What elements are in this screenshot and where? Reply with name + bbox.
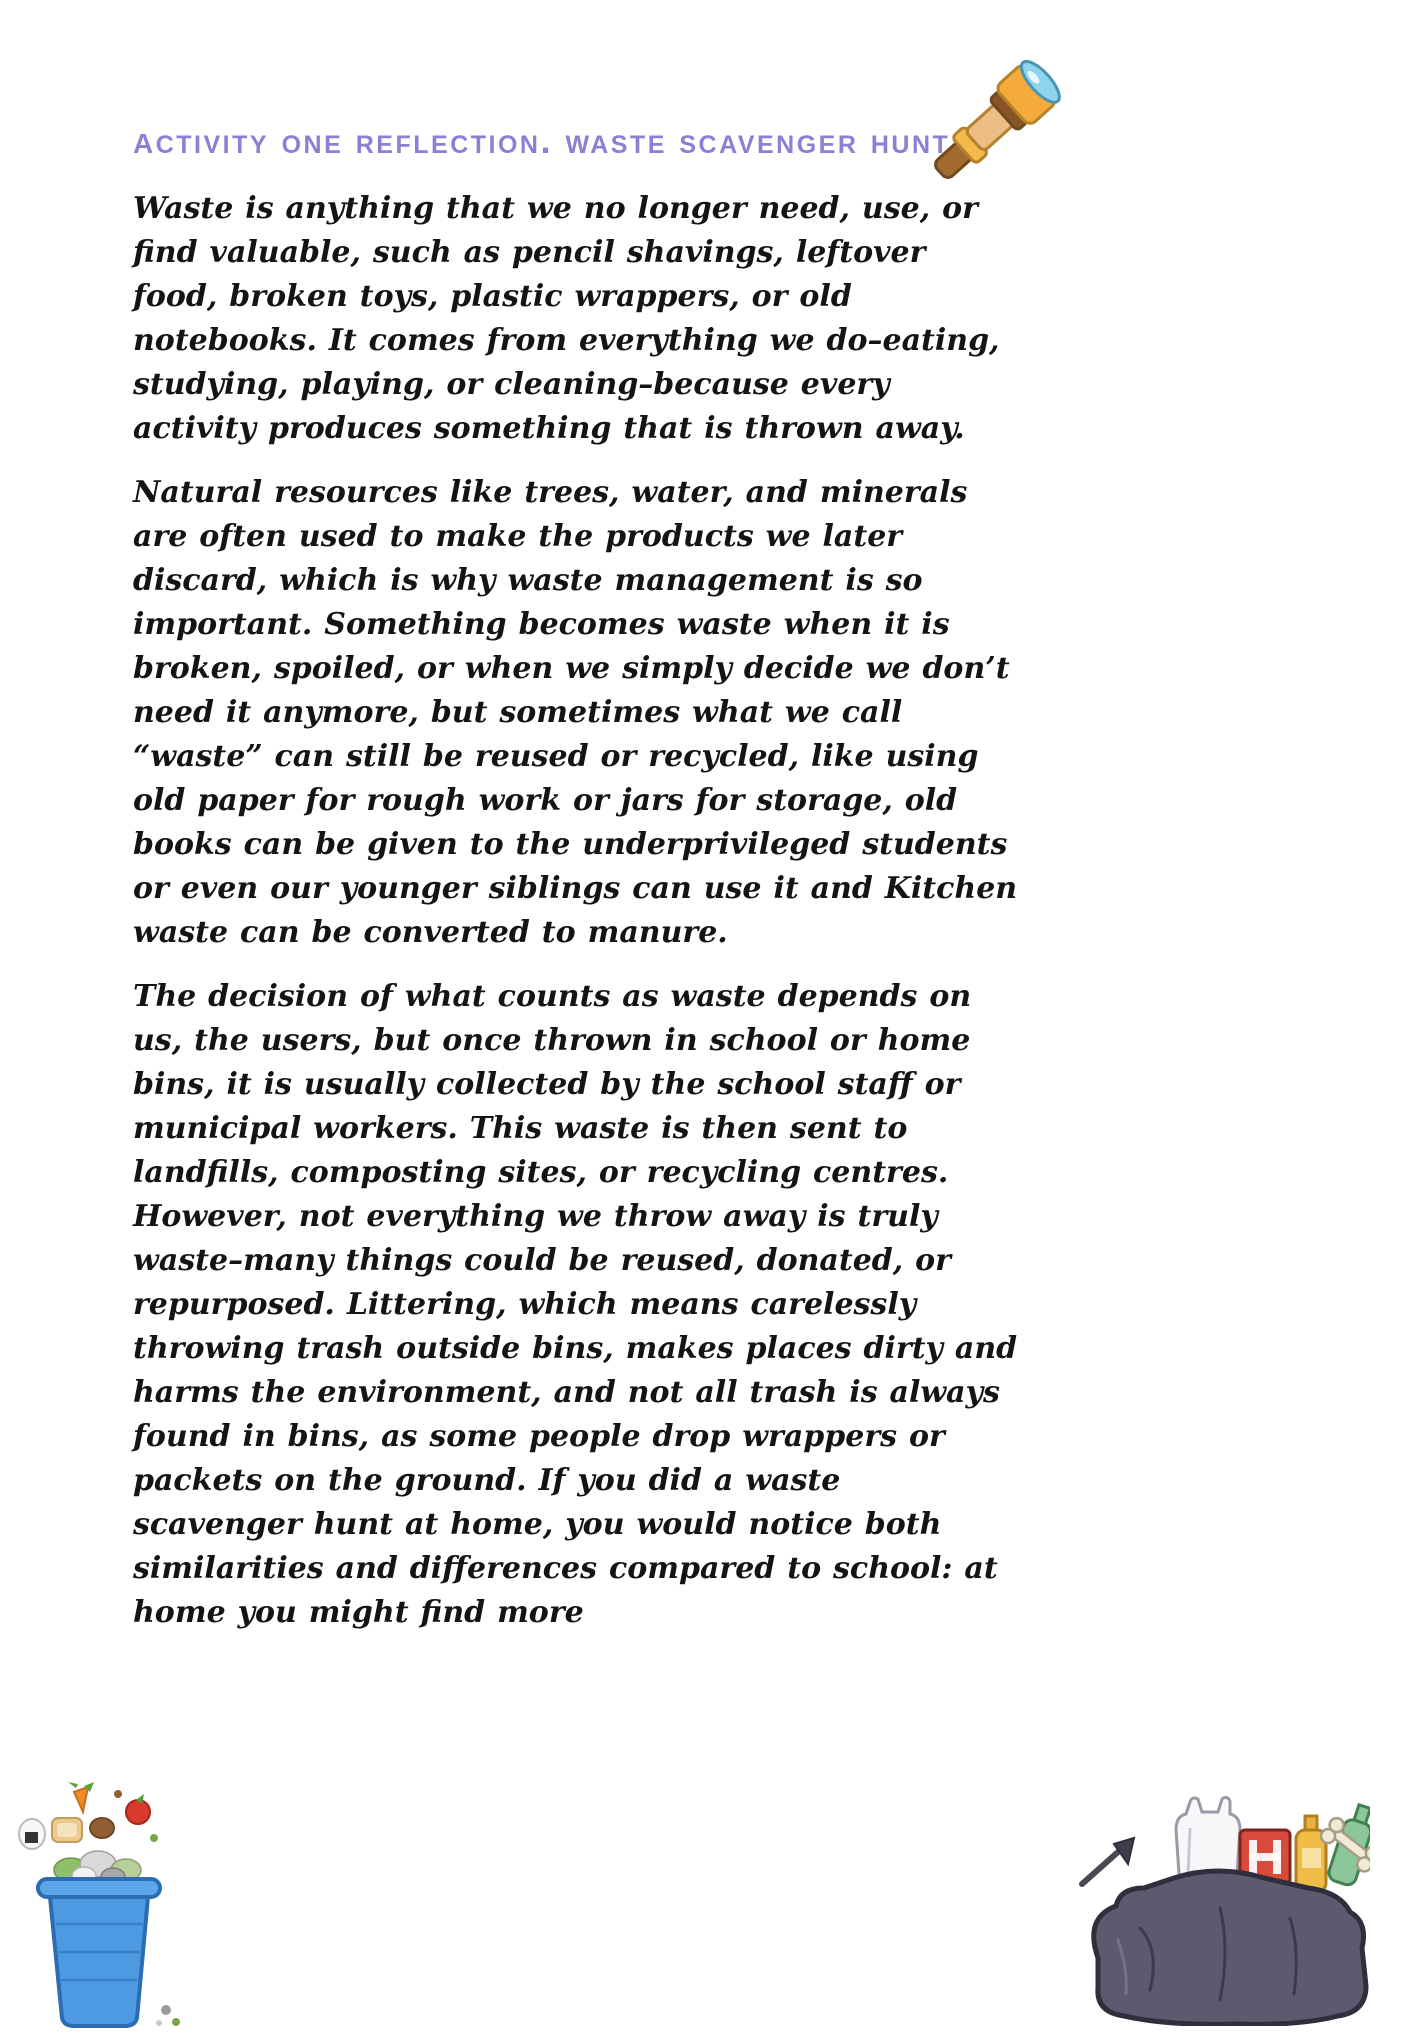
garbage-bag-icon bbox=[1068, 1788, 1370, 2026]
document-body bbox=[133, 118, 1021, 1655]
trash-can-icon bbox=[16, 1782, 184, 2028]
paragraph-2: Natural resources like trees, water, and minerals are often used to make the products we later discard, which is why waste management is so important. Something becomes waste when it is broken, spoiled, or when we simply decide we don’t need it anymore, but sometimes what we call “waste” can still be reused or recycled, like using old paper for rough work or jars for storage, old books can be given to the underprivileged students or even our younger siblings can use it and Kitchen waste can be converted to manure. bbox=[133, 475, 1018, 950]
paragraph-1: Waste is anything that we no longer need, use, or find valuable, such as pencil shavings, leftover food, broken toys, plastic wrappers, or old notebooks. It comes from everything we do–eating, studying, playing, or cleaning–because every activity produces something that is thrown away. bbox=[133, 191, 1000, 446]
page-title: activity one reflection. waste scavenger hunt bbox=[133, 118, 951, 162]
paragraph-3: The decision of what counts as waste depends on us, the users, but once thrown in school or home bins, it is usually collected by the school staff or municipal workers. This waste is then sent to landfills, composting sites, or recycling centres. However, not everything we throw away is truly waste–many things could be reused, donated, or repurposed. Littering, which means carelessly throwing trash outside bins, makes places dirty and harms the environment, and not all trash is always found in bins, as some people drop wrappers or packets on the ground. If you did a waste scavenger hunt at home, you would notice both similarities and differences compared to school: at home you might find more bbox=[133, 979, 1018, 1630]
